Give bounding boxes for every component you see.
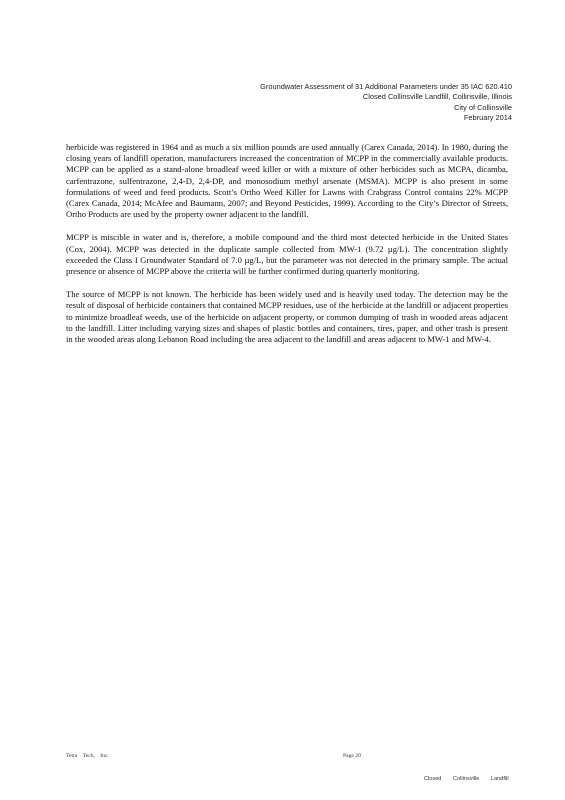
body-paragraph-1: herbicide was registered in 1964 and as much a six million pounds are used annually (Carex Canada, 2014). In 1980, during the closing years of landfill operation, manufacturers increased the concentration of MCPP in the commercially available products. MCPP can be applied as a stand-alone broadleaf weed killer or with a mixture of other herbicides such as MCPA, dicamba, carfentrazone, sulfentrazone, 2,4-D, 2,4-DP, and monosodium methyl arsenate (MSMA). MCPP is also present in some formulations of weed and feed products. Scott’s Ortho Weed Killer for Lawns with Crabgrass Control contains 22% MCPP (Carex Canada, 2014; McAfee and Baumann, 2007; and Beyond Pesticides, 1999). According to the City’s Director of Streets, Ortho Products are used by the property owner adjacent to the landfill. <box>66 142 508 220</box>
page-header <box>212 82 512 124</box>
footer-page-number: Page 20 <box>343 753 361 759</box>
footer-document-label: Closed Collinsville Landfill <box>424 776 509 782</box>
footer-company: Tetra Tech, Inc. <box>66 753 109 759</box>
header-site-name: Closed Collinsville Landfill, Collinsville, Illinois <box>362 92 512 102</box>
body-paragraph-2: MCPP is miscible in water and is, therefore, a mobile compound and the third most detected herbicide in the United States (Cox, 2004). MCPP was detected in the duplicate sample collected from MW-1 (9.72 µg/L). The concentration slightly exceeded the Class I Groundwater Standard of 7.0 µg/L, but the parameter was not detected in the primary sample. The actual presence or absence of MCPP above the criteria will be further confirmed during quarterly monitoring. <box>66 232 508 277</box>
body-paragraph-3: The source of MCPP is not known. The herbicide has been widely used and is heavily used today. The detection may be the result of disposal of herbicide containers that contained MCPP residues, use of the herbicide at the landfill or adjacent properties to minimize broadleaf weeds, use of the herbicide on adjacent property, or common dumping of trash in wooded areas adjacent to the landfill. Litter including varying sizes and shapes of plastic bottles and containers, tires, paper, and other trash is present in the wooded areas along Lebanon Road including the area adjacent to the landfill and areas adjacent to MW-1 and MW-4. <box>66 289 508 345</box>
header-report-title: Groundwater Assessment of 31 Additional Parameters under 35 IAC 620.410 <box>260 82 512 91</box>
header-date: February 2014 <box>463 113 512 123</box>
header-client: City of Collinsville <box>454 102 512 112</box>
page-body <box>66 142 508 357</box>
